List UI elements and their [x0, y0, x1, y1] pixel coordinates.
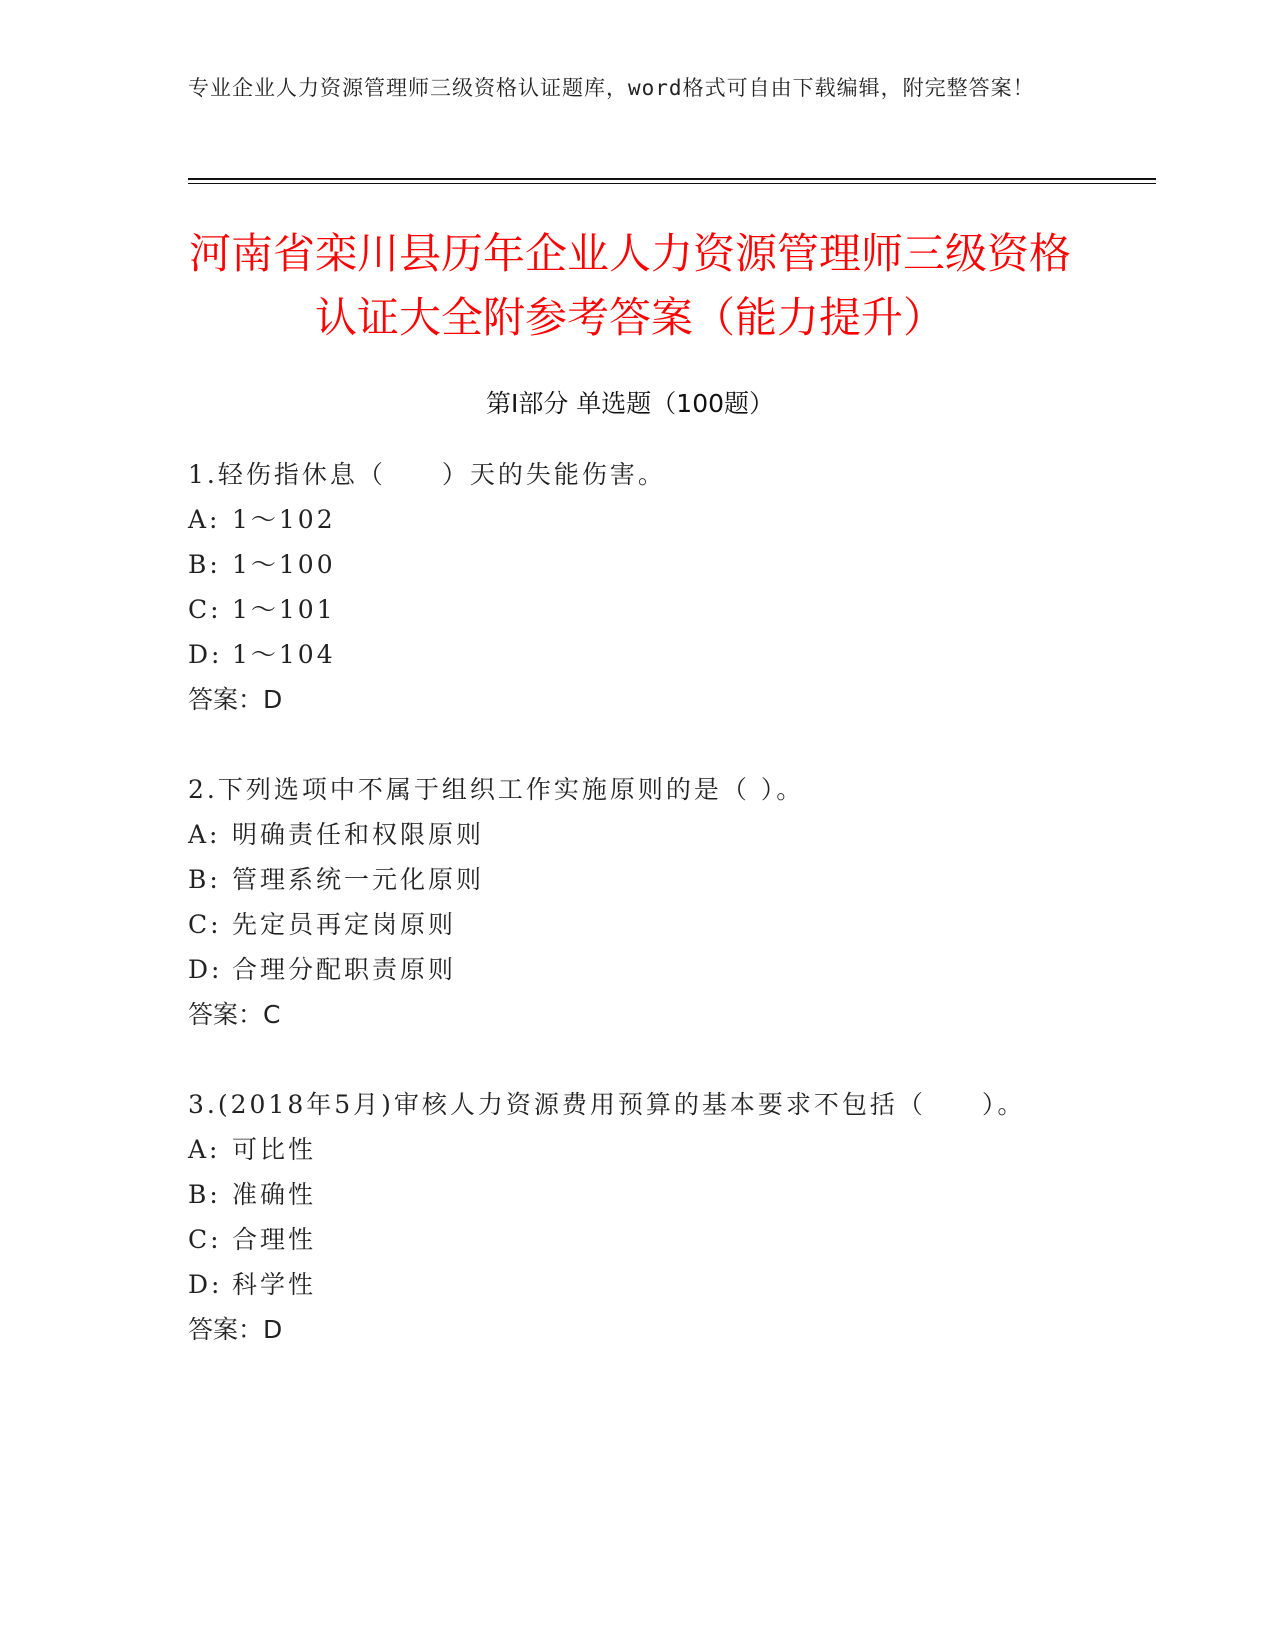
option-key: B:	[188, 550, 221, 579]
option-key: D:	[188, 640, 223, 669]
option-key: C:	[188, 910, 222, 939]
option-text: 准确性	[232, 1180, 317, 1209]
option-a	[188, 812, 1148, 857]
option-key: A:	[188, 505, 221, 534]
option-text: 1～104	[232, 640, 336, 669]
option-text: 明确责任和权限原则	[232, 820, 485, 849]
question-3	[188, 1082, 1148, 1352]
question-2	[188, 767, 1148, 1037]
option-key: C:	[188, 595, 222, 624]
option-b	[188, 1172, 1148, 1217]
question-1	[188, 452, 1148, 722]
option-text: 合理分配职责原则	[232, 955, 457, 984]
option-key: D:	[188, 1270, 223, 1299]
question-stem: 2.下列选项中不属于组织工作实施原则的是（ ）。	[188, 775, 805, 804]
option-text: 可比性	[232, 1135, 317, 1164]
question-stem: 1.轻伤指休息（ ）天的失能伤害。	[188, 460, 666, 489]
option-text: 先定员再定岗原则	[232, 910, 457, 939]
option-c	[188, 587, 1148, 632]
option-d	[188, 947, 1148, 992]
option-text: 1～100	[232, 550, 336, 579]
option-a	[188, 1127, 1148, 1172]
option-c	[188, 902, 1148, 947]
option-text: 科学性	[232, 1270, 317, 1299]
document-title: 河南省栾川县历年企业人力资源管理师三级资格认证大全附参考答案（能力提升）	[188, 229, 1071, 342]
option-text: 合理性	[232, 1225, 317, 1254]
option-text: 1～102	[232, 505, 336, 534]
option-key: B:	[188, 1180, 221, 1209]
option-text: 管理系统一元化原则	[232, 865, 485, 894]
option-b	[188, 542, 1148, 587]
header-note: 专业企业人力资源管理师三级资格认证题库，word格式可自由下载编辑，附完整答案！	[188, 76, 1035, 100]
question-stem: 3.(2018年5月)审核人力资源费用预算的基本要求不包括（ ）。	[188, 1090, 1026, 1119]
option-d	[188, 1262, 1148, 1307]
option-key: C:	[188, 1225, 222, 1254]
answer-line: 答案：C	[188, 1000, 281, 1029]
section-heading: 第Ⅰ部分 单选题（100题）	[485, 389, 775, 418]
option-d	[188, 632, 1148, 677]
answer-line: 答案：D	[188, 685, 283, 714]
option-key: D:	[188, 955, 223, 984]
option-text: 1～101	[232, 595, 336, 624]
option-key: A:	[188, 1135, 221, 1164]
option-key: B:	[188, 865, 221, 894]
option-b	[188, 857, 1148, 902]
header-divider-thick	[188, 178, 1156, 180]
option-key: A:	[188, 820, 221, 849]
option-a	[188, 497, 1148, 542]
answer-line: 答案：D	[188, 1315, 283, 1344]
header-divider-thin	[188, 183, 1156, 184]
option-c	[188, 1217, 1148, 1262]
